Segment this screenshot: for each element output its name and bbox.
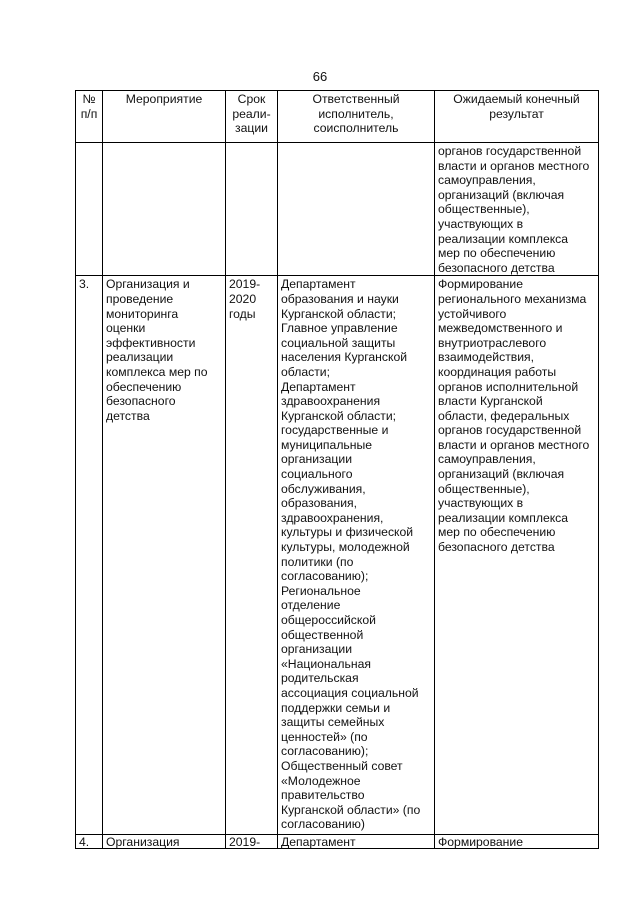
row-event: Организация — [103, 835, 226, 849]
row-term: 2019- — [226, 835, 278, 849]
row-event — [103, 143, 226, 276]
row-number: 4. — [76, 835, 103, 849]
table-header-row — [76, 91, 599, 143]
header-responsible: Ответственный исполнитель, соисполнитель — [278, 91, 435, 143]
row-number: 3. — [76, 276, 103, 835]
row-number — [76, 143, 103, 276]
row-responsible: Департамент — [278, 835, 435, 849]
row-responsible: Департамент образования и науки Курганской области; Главное управление социальной защиты населения Курганской области; Департамент здравоохранения Курганской области; государственные и муниципальные организации социального обслуживания, образования, здравоохранения, культуры и физической культуры, молодежной политики (по согласованию); Региональное отделение общероссийской общественной организации «Национальная родительская ассоциация социальной поддержки семьи и защиты семейных ценностей» (по согласованию); Общественный совет «Молодежное правительство Курганской области» (по согласованию) — [278, 276, 435, 835]
measures-table — [75, 90, 599, 849]
row-event: Организация и проведение мониторинга оценки эффективности реализации комплекса мер по обеспечению безопасного детства — [103, 276, 226, 835]
row-responsible — [278, 143, 435, 276]
header-term: Срок реали- зации — [226, 91, 278, 143]
row-result: Формирование — [435, 835, 599, 849]
table-row — [76, 835, 599, 849]
table-row — [76, 143, 599, 276]
table-row — [76, 276, 599, 835]
header-result: Ожидаемый конечный результат — [435, 91, 599, 143]
row-result: Формирование регионального механизма устойчивого межведомственного и внутриотраслевого взаимодействия, координация работы органов исполнительной власти Курганской области, федеральных органов государственной власти и органов местного самоуправления, организаций (включая общественные), участвующих в реализации комплекса мер по обеспечению безопасного детства — [435, 276, 599, 835]
row-term: 2019- 2020 годы — [226, 276, 278, 835]
row-result: органов государственной власти и органов местного самоуправления, организаций (включая общественные), участвующих в реализации комплекса мер по обеспечению безопасного детства — [435, 143, 599, 276]
header-event: Мероприятие — [103, 91, 226, 143]
page-number: 66 — [312, 69, 328, 84]
header-number: № п/п — [76, 91, 103, 143]
row-term — [226, 143, 278, 276]
